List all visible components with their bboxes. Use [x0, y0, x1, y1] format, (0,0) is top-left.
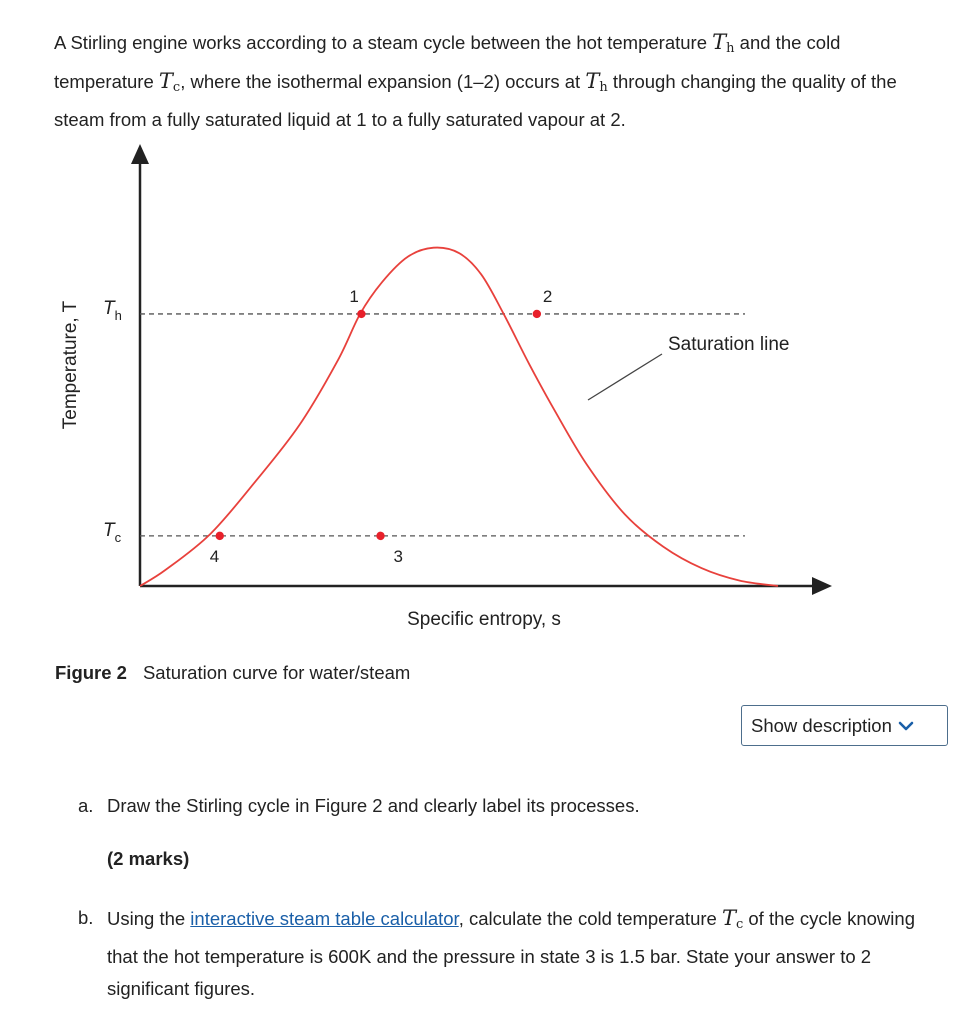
y-axis-arrow-icon — [131, 144, 149, 164]
state-point-2 — [533, 310, 541, 318]
math-th: $T_h$ — [585, 69, 608, 95]
y-tick-th — [103, 298, 122, 323]
state-point-3 — [376, 532, 384, 540]
question-a-marks: (2 marks) — [107, 848, 190, 869]
state-point-label-3: 3 — [393, 546, 403, 566]
question-b-text: Using the interactive steam table calculator, calculate the cold temperature $T_c$ of the cycle knowing that the hot temperature is 600K and the pressure in state 3 is 1.5 bar. State your answer to 2 significant figures. — [107, 906, 915, 999]
x-axis-label: Specific entropy, s — [407, 609, 561, 630]
question-b-label: b. — [78, 907, 94, 928]
intro-text: , where the isothermal expansion (1–2) occurs at — [180, 71, 586, 92]
state-point-label-1: 1 — [349, 286, 359, 306]
svg-text:Tc: $T_c$ — [103, 519, 122, 545]
figure-caption-text: Saturation curve for water/steam — [142, 662, 411, 683]
intro-text: A Stirling engine works according to a steam cycle between the hot temperature — [54, 32, 713, 53]
intro-text: and the cold temperature — [54, 32, 841, 92]
math-tc: $T_c$ — [721, 906, 744, 932]
state-point-4 — [216, 532, 224, 540]
show-description-button[interactable] — [741, 705, 948, 746]
state-point-label-2: 2 — [542, 286, 553, 306]
question-a-label: a. — [78, 795, 94, 816]
figure-number: Figure 2 — [55, 662, 127, 683]
question-b — [78, 902, 915, 999]
x-axis-arrow-icon — [812, 577, 832, 595]
state-point-1 — [357, 310, 365, 318]
figure-caption — [55, 662, 410, 684]
question-a-text: Draw the Stirling cycle in Figure 2 and clearly label its processes. — [107, 795, 640, 816]
state-point-label-4: 4 — [209, 546, 220, 566]
show-description-label: Show description — [751, 714, 892, 736]
steam-table-calculator-link[interactable]: interactive steam table calculator — [190, 908, 459, 929]
svg-text:Th: $T_h$ — [103, 297, 122, 323]
chevron-down-icon — [898, 720, 914, 732]
intro-text: through changing the quality of the steam from a fully saturated liquid at 1 to a fully saturated vapour at 2. — [54, 71, 897, 130]
intro-paragraph — [54, 26, 934, 136]
annotation-leader — [588, 354, 662, 400]
question-a — [78, 790, 640, 822]
y-axis-label: Temperature, T — [60, 300, 81, 430]
saturation-chart — [0, 130, 961, 650]
math-th: $T_h$ — [712, 30, 735, 56]
y-tick-tc — [103, 520, 122, 545]
math-tc: $T_c$ — [158, 69, 181, 95]
saturation-line-label: Saturation line — [668, 334, 790, 355]
